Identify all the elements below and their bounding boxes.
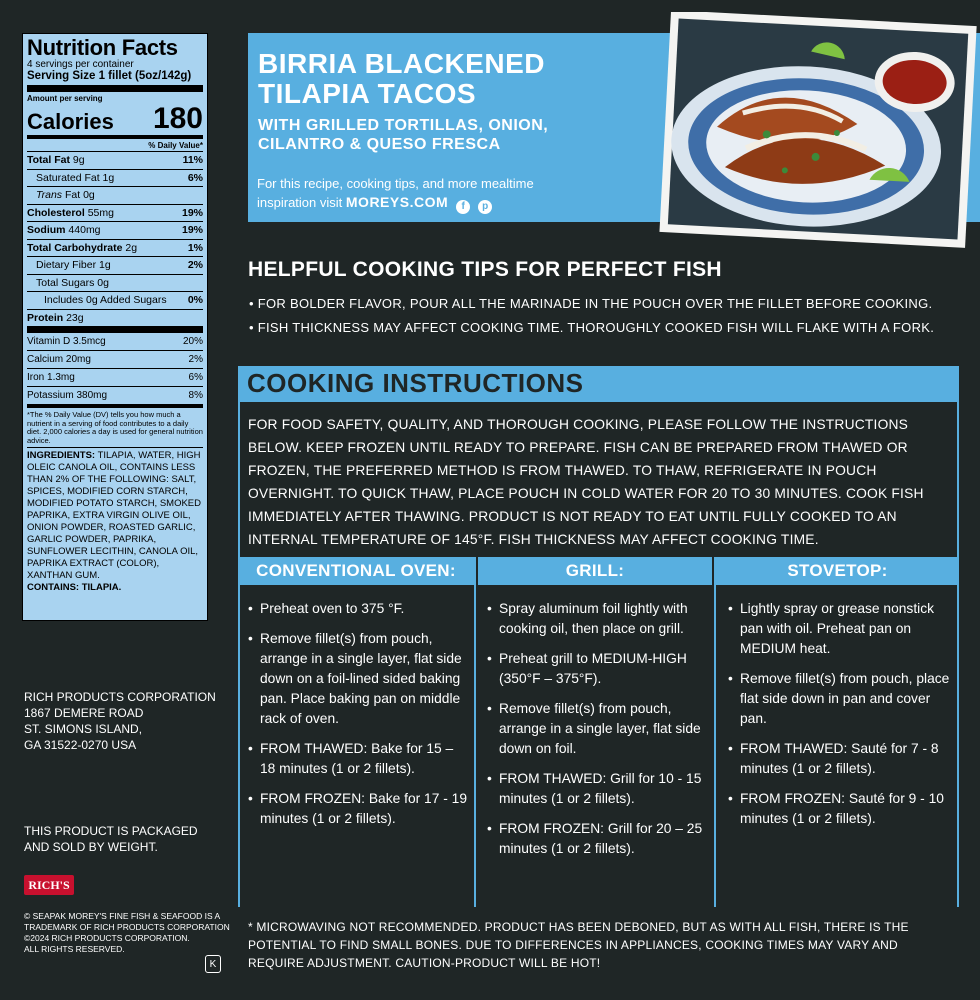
- nutrient-row: [27, 221, 203, 239]
- cooking-tips-heading: HELPFUL COOKING TIPS FOR PERFECT FISH: [248, 258, 722, 281]
- oven-instructions: [248, 599, 470, 839]
- nutrient-name: Includes 0g Added Sugars: [44, 294, 167, 306]
- nutrient-amount: 440mg: [68, 224, 101, 236]
- bullet-icon: •: [487, 651, 492, 666]
- nutrient-name: Total Sugars: [36, 276, 95, 289]
- instruction-step: [248, 789, 470, 829]
- calories-value: 180: [152, 102, 203, 135]
- nutrient-daily-value: 6%: [187, 171, 203, 184]
- nutrient-name: Protein: [27, 311, 64, 324]
- legal-line: ALL RIGHTS RESERVED.: [24, 944, 125, 954]
- nutrient-row: [27, 291, 203, 309]
- bullet-icon: •: [728, 671, 733, 686]
- instruction-step: [487, 699, 709, 759]
- recipe-title: [258, 49, 545, 109]
- instructions-heading: COOKING INSTRUCTIONS: [247, 368, 584, 398]
- legal-text: [24, 911, 230, 955]
- instruction-step: [248, 629, 470, 729]
- servings-per-container: 4 servings per container: [27, 59, 134, 70]
- address-line: 1867 DEMERE ROAD: [24, 706, 144, 720]
- nutrient-row: [27, 204, 203, 222]
- instruction-step-text: Remove fillet(s) from pouch, place flat side down in pan and cover pan.: [740, 671, 950, 726]
- instruction-step: [728, 599, 950, 659]
- nutrient-daily-value: 0%: [187, 294, 203, 306]
- instruction-step-text: FROM THAWED: Bake for 15 – 18 minutes (1 or 2 fillets).: [260, 741, 454, 776]
- address-line: RICH PRODUCTS CORPORATION: [24, 690, 216, 704]
- website-link[interactable]: MOREYS.COM: [345, 194, 449, 210]
- instruction-step: [487, 819, 709, 859]
- nutrient-name: Cholesterol: [27, 206, 85, 219]
- nutrient-name: Dietary Fiber: [36, 259, 97, 271]
- instruction-step: [487, 649, 709, 689]
- bullet-icon: •: [728, 741, 733, 756]
- instruction-step-text: Spray aluminum foil lightly with cooking oil, then place on grill.: [499, 601, 688, 636]
- visit-line: inspiration visit: [257, 195, 343, 210]
- instruction-step-text: Remove fillet(s) from pouch, arrange in a single layer, flat side down on foil.: [499, 701, 701, 756]
- packaged-line: AND SOLD BY WEIGHT.: [24, 840, 158, 854]
- instruction-step-text: Preheat grill to MEDIUM-HIGH (350°F – 375°F).: [499, 651, 687, 686]
- ingredients-text: [27, 448, 203, 594]
- legal-line: TRADEMARK OF RICH PRODUCTS CORPORATION: [24, 922, 230, 932]
- nutrient-name: Sodium: [27, 224, 66, 236]
- nutrient-rows: [27, 151, 203, 326]
- grill-instructions: [487, 599, 709, 869]
- nutrient-daily-value: 11%: [182, 154, 203, 166]
- bullet-icon: •: [248, 631, 253, 646]
- nutrient-amount: 55mg: [87, 206, 114, 219]
- nutrient-name: Total Carbohydrate: [27, 241, 123, 254]
- tacos-photo: [657, 12, 979, 248]
- instruction-step-text: FROM THAWED: Grill for 10 - 15 minutes (1 or 2 fillets).: [499, 771, 702, 806]
- nutrient-daily-value: 1%: [187, 241, 203, 254]
- nutrient-row: [27, 239, 203, 257]
- vitamin-daily-value: 8%: [188, 390, 203, 401]
- instruction-step-text: FROM THAWED: Sauté for 7 - 8 minutes (1 or 2 fillets).: [740, 741, 939, 776]
- nutrient-daily-value: 2%: [187, 259, 203, 271]
- bullet-icon: •: [487, 601, 492, 616]
- stovetop-instructions: [728, 599, 950, 839]
- visit-website-text: [257, 175, 534, 214]
- bullet-icon: •: [248, 791, 253, 806]
- bullet-icon: •: [487, 821, 492, 836]
- nutrient-name: Total Fat: [27, 154, 70, 166]
- nutrient-daily-value: 19%: [181, 224, 203, 236]
- instruction-step: [248, 599, 470, 619]
- nutrient-amount: 1g: [102, 171, 115, 184]
- instruction-step-text: Preheat oven to 375 °F.: [260, 601, 405, 616]
- nutrient-row: [27, 309, 203, 327]
- instruction-step: [728, 739, 950, 779]
- nutrient-row: [27, 169, 203, 187]
- instruction-step-text: Lightly spray or grease nonstick pan with oil. Preheat pan on MEDIUM heat.: [740, 601, 935, 656]
- nutrient-row: [27, 186, 203, 204]
- recipe-title-line: TILAPIA TACOS: [258, 78, 477, 109]
- recipe-subtitle-line: CILANTRO & QUESO FRESCA: [258, 136, 501, 153]
- bullet-icon: •: [487, 701, 492, 716]
- facebook-icon[interactable]: f: [456, 200, 470, 214]
- instruction-step-text: FROM FROZEN: Bake for 17 - 19 minutes (1 or 2 fillets).: [260, 791, 468, 826]
- ingredients-label: INGREDIENTS:: [27, 450, 96, 461]
- cooking-tip: • FOR BOLDER FLAVOR, POUR ALL THE MARINADE IN THE POUCH OVER THE FILLET BEFORE COOKING.: [249, 296, 933, 311]
- instruction-step-text: FROM FROZEN: Grill for 20 – 25 minutes (1 or 2 fillets).: [499, 821, 703, 856]
- kosher-icon: K: [205, 955, 221, 973]
- legal-line: ©2024 RICH PRODUCTS CORPORATION.: [24, 933, 190, 943]
- instruction-step: [248, 739, 470, 779]
- instructions-intro: FOR FOOD SAFETY, QUALITY, AND THOROUGH COOKING, PLEASE FOLLOW THE INSTRUCTIONS BELOW. KEEP FROZEN UNTIL READY TO PREPARE. FISH CAN BE PREPARED FROM THAWED OR FROZEN, THE PREFERRED METHOD IS FROM THAWED. TO THAW, REFRIGERATE IN POUCH OVERNIGHT. TO QUICK THAW, PLACE POUCH IN COLD WATER FOR 20 TO 30 MINUTES. COOK FISH IMMEDIATELY AFTER THAWING. PRODUCT IS NOT READY TO EAT UNTIL FULLY COOKED TO AN INTERNAL TEMPERATURE OF 145°F. FISH THICKNESS MAY AFFECT COOKING TIME.: [248, 417, 924, 547]
- legal-line: © SEAPAK MOREY'S FINE FISH & SEAFOOD IS A: [24, 911, 221, 921]
- contains-allergen: CONTAINS: TILAPIA.: [27, 582, 122, 593]
- richs-logo: RICH'S: [24, 875, 74, 895]
- microwave-caution-note: * MICROWAVING NOT RECOMMENDED. PRODUCT HAS BEEN DEBONED, BUT AS WITH ALL FISH, THERE IS THE POTENTIAL TO FIND SMALL BONES. DUE TO DIFFERENCES IN APPLIANCES, COOKING TIMES MAY VARY AND REQUIRE ADJUSTMENT. CAUTION-PRODUCT WILL BE HOT!: [248, 920, 909, 970]
- address-line: ST. SIMONS ISLAND,: [24, 722, 143, 736]
- stovetop-column-heading: STOVETOP:: [716, 557, 959, 585]
- cooking-tip: • FISH THICKNESS MAY AFFECT COOKING TIME. THOROUGHLY COOKED FISH WILL FLAKE WITH A FORK.: [249, 320, 935, 335]
- instruction-step-text: Remove fillet(s) from pouch, arrange in a single layer, flat side down on a foil-lined sided baking pan. Place baking pan on middle rack of oven.: [260, 631, 462, 726]
- column-divider: [474, 557, 476, 907]
- instruction-step-text: FROM FROZEN: Sauté for 9 - 10 minutes (1 or 2 fillets).: [740, 791, 944, 826]
- recipe-subtitle: [258, 116, 548, 154]
- vitamin-daily-value: 6%: [188, 372, 203, 383]
- daily-value-header: % Daily Value*: [148, 141, 203, 150]
- serving-size: Serving Size 1 fillet (5oz/142g): [27, 70, 192, 82]
- instruction-step: [728, 789, 950, 829]
- ingredients-list: TILAPIA, WATER, HIGH OLEIC CANOLA OIL, CONTAINS LESS THAN 2% OF THE FOLLOWING: SALT, SPICES, MODIFIED CORN STARCH, MODIFIED POTATO STARCH, SMOKED PAPRIKA, EXTRA VIRGIN OLIVE OIL, ONION POWDER, ROASTED GARLIC, GARLIC POWDER, PAPRIKA, SUNFLOWER LECITHIN, CANOLA OIL, PAPRIKA EXTRACT (COLOR), XANTHAN GUM.: [27, 450, 202, 581]
- vitamin-daily-value: 20%: [182, 336, 203, 347]
- nutrient-row: [27, 151, 203, 169]
- vitamin-row: [27, 386, 203, 404]
- packaged-line: THIS PRODUCT IS PACKAGED: [24, 824, 198, 838]
- pinterest-icon[interactable]: p: [478, 200, 492, 214]
- bullet-icon: •: [728, 791, 733, 806]
- daily-value-footnote: *The % Daily Value (DV) tells you how much a nutrient in a serving of food contributes to a daily diet. 2,000 calories a day is used for general nutrition advice.: [27, 410, 203, 445]
- address-line: GA 31522-0270 USA: [24, 738, 137, 752]
- packaged-by-weight: [24, 823, 198, 855]
- company-address: [24, 689, 216, 753]
- vitamin-rows: [27, 333, 203, 404]
- bullet-icon: •: [487, 771, 492, 786]
- nutrient-name: Trans: [36, 189, 63, 201]
- instruction-step: [487, 599, 709, 639]
- recipe-subtitle-line: WITH GRILLED TORTILLAS, ONION,: [258, 117, 549, 134]
- nutrition-facts-panel: [22, 33, 208, 621]
- nutrient-amount: 9g: [72, 154, 85, 166]
- calories-row: [27, 104, 203, 134]
- amount-per-serving: Amount per serving: [27, 94, 103, 103]
- nutrient-row: [27, 256, 203, 274]
- column-divider: [714, 557, 716, 907]
- nutrient-amount: Fat 0g: [64, 189, 95, 201]
- vitamin-name: Vitamin D 3.5mcg: [27, 336, 106, 347]
- nutrient-amount: 23g: [66, 311, 84, 324]
- bullet-icon: •: [248, 741, 253, 756]
- calories-label: Calories: [27, 109, 114, 134]
- vitamin-name: Iron 1.3mg: [27, 372, 75, 383]
- nutrient-name: Saturated Fat: [36, 171, 100, 184]
- nutrient-amount: 1g: [99, 259, 111, 271]
- nutrient-amount: 0g: [97, 276, 109, 289]
- bullet-icon: •: [728, 601, 733, 616]
- nutrient-daily-value: 19%: [181, 206, 203, 219]
- bullet-icon: •: [248, 601, 253, 616]
- vitamin-name: Calcium 20mg: [27, 354, 91, 365]
- vitamin-name: Potassium 380mg: [27, 390, 108, 401]
- vitamin-daily-value: 2%: [188, 354, 203, 365]
- nutrient-amount: 2g: [125, 241, 138, 254]
- visit-line: For this recipe, cooking tips, and more mealtime: [257, 176, 534, 191]
- nutrition-title: Nutrition Facts: [27, 35, 178, 60]
- recipe-title-line: BIRRIA BLACKENED: [258, 48, 545, 79]
- instruction-step: [487, 769, 709, 809]
- vitamin-row: [27, 333, 203, 350]
- vitamin-row: [27, 350, 203, 368]
- grill-column-heading: GRILL:: [478, 557, 712, 585]
- oven-column-heading: CONVENTIONAL OVEN:: [238, 557, 474, 585]
- vitamin-row: [27, 368, 203, 386]
- instruction-step: [728, 669, 950, 729]
- nutrient-row: [27, 274, 203, 292]
